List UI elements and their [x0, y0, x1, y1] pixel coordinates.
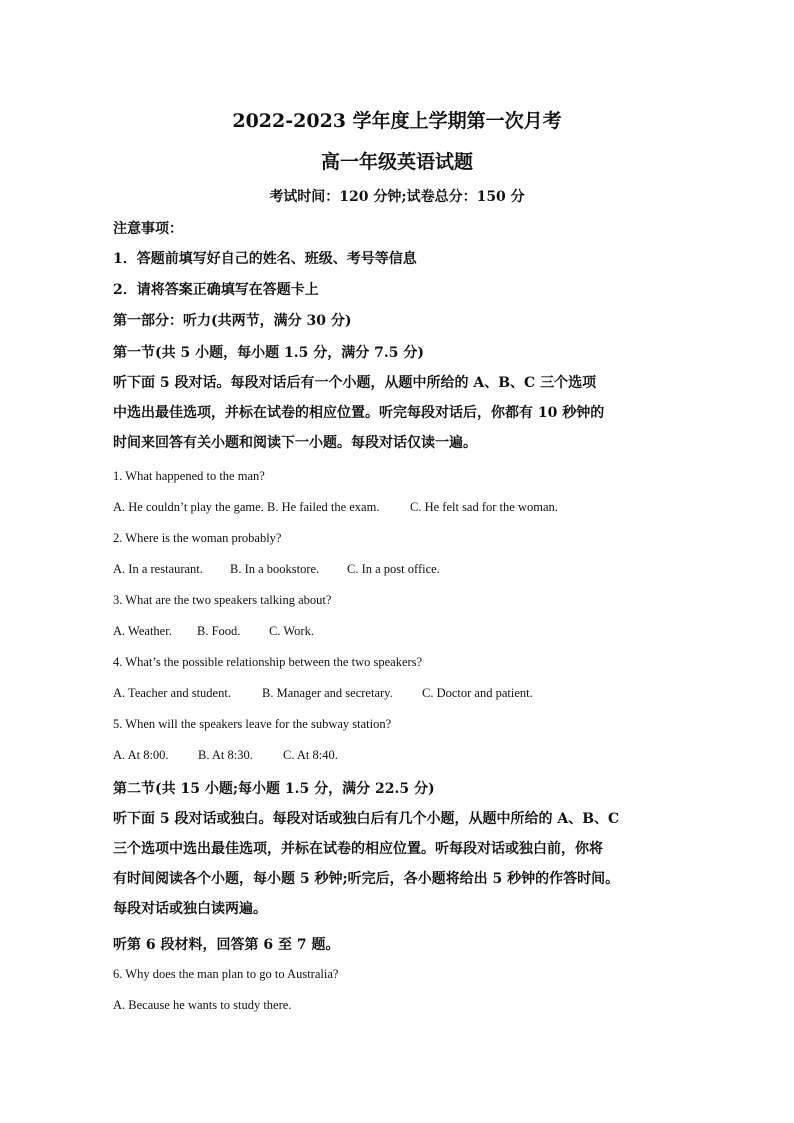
option-b: B. He failed the exam.	[267, 500, 380, 514]
notes-heading: 注意事项：	[113, 221, 183, 237]
options-2	[113, 562, 440, 577]
option-a: A. In a restaurant.	[113, 562, 203, 576]
question-4: 4. What’s the possible relationship between the two speakers?	[113, 655, 423, 669]
section1-instructions	[113, 368, 681, 458]
options-3	[113, 624, 314, 639]
instruction-line: 三个选项中选出最佳选项，并标在试卷的相应位置。听每段对话或独白前，你将	[113, 841, 603, 857]
option-b: B. Food.	[197, 624, 241, 638]
option-a: A. Teacher and student.	[113, 686, 231, 700]
options-1	[113, 500, 558, 515]
instruction-line: 时间来回答有关小题和阅读下一小题。每段对话仅读一遍。	[113, 435, 477, 451]
exam-info: 考试时间：120 分钟;试卷总分：150 分	[269, 189, 525, 205]
material-heading: 听第 6 段材料，回答第 6 至 7 题。	[113, 937, 340, 953]
options-4	[113, 686, 533, 701]
option-c: C. At 8:40.	[283, 748, 338, 762]
options-5	[113, 748, 338, 763]
option-b: B. Manager and secretary.	[262, 686, 393, 700]
instruction-line: 每段对话或独白读两遍。	[113, 901, 267, 917]
option-c: C. Work.	[269, 624, 314, 638]
option-a: A. He couldn’t play the game.	[113, 500, 264, 514]
instruction-line: 听下面 5 段对话或独白。每段对话或独白后有几个小题，从题中所给的 A、B、C	[113, 811, 620, 827]
section2-heading: 第二节(共 15 小题;每小题 1.5 分，满分 22.5 分)	[113, 781, 435, 797]
option-c: C. He felt sad for the woman.	[410, 500, 558, 514]
question-3: 3. What are the two speakers talking about?	[113, 593, 332, 607]
section1-heading: 第一节(共 5 小题，每小题 1.5 分，满分 7.5 分)	[113, 345, 424, 361]
instruction-line: 有时间阅读各个小题，每小题 5 秒钟;听完后，各小题将给出 5 秒钟的作答时间。	[113, 871, 620, 887]
option-c: C. Doctor and patient.	[422, 686, 533, 700]
question-1: 1. What happened to the man?	[113, 469, 265, 483]
option-c: C. In a post office.	[347, 562, 440, 576]
option-a: A. At 8:00.	[113, 748, 169, 762]
note-item: 2．请将答案正确填写在答题卡上	[113, 282, 319, 298]
exam-subtitle: 高一年级英语试题	[320, 151, 473, 173]
question-6: 6. Why does the man plan to go to Australia?	[113, 967, 339, 981]
note-item: 1．答题前填写好自己的姓名、班级、考号等信息	[113, 251, 417, 267]
option-b: B. At 8:30.	[198, 748, 253, 762]
option-b: B. In a bookstore.	[230, 562, 320, 576]
part1-heading: 第一部分：听力(共两节，满分 30 分)	[113, 313, 352, 329]
instruction-line: 听下面 5 段对话。每段对话后有一个小题，从题中所给的 A、B、C 三个选项	[113, 375, 597, 391]
instruction-line: 中选出最佳选项，并标在试卷的相应位置。听完每段对话后，你都有 10 秒钟的	[113, 405, 605, 421]
option-a: A. Because he wants to study there.	[113, 998, 292, 1012]
question-2: 2. Where is the woman probably?	[113, 531, 282, 545]
exam-title: 2022-2023 学年度上学期第一次月考	[232, 110, 562, 132]
section2-instructions	[113, 804, 681, 924]
option-a: A. Weather.	[113, 624, 172, 638]
question-5: 5. When will the speakers leave for the subway station?	[113, 717, 392, 731]
